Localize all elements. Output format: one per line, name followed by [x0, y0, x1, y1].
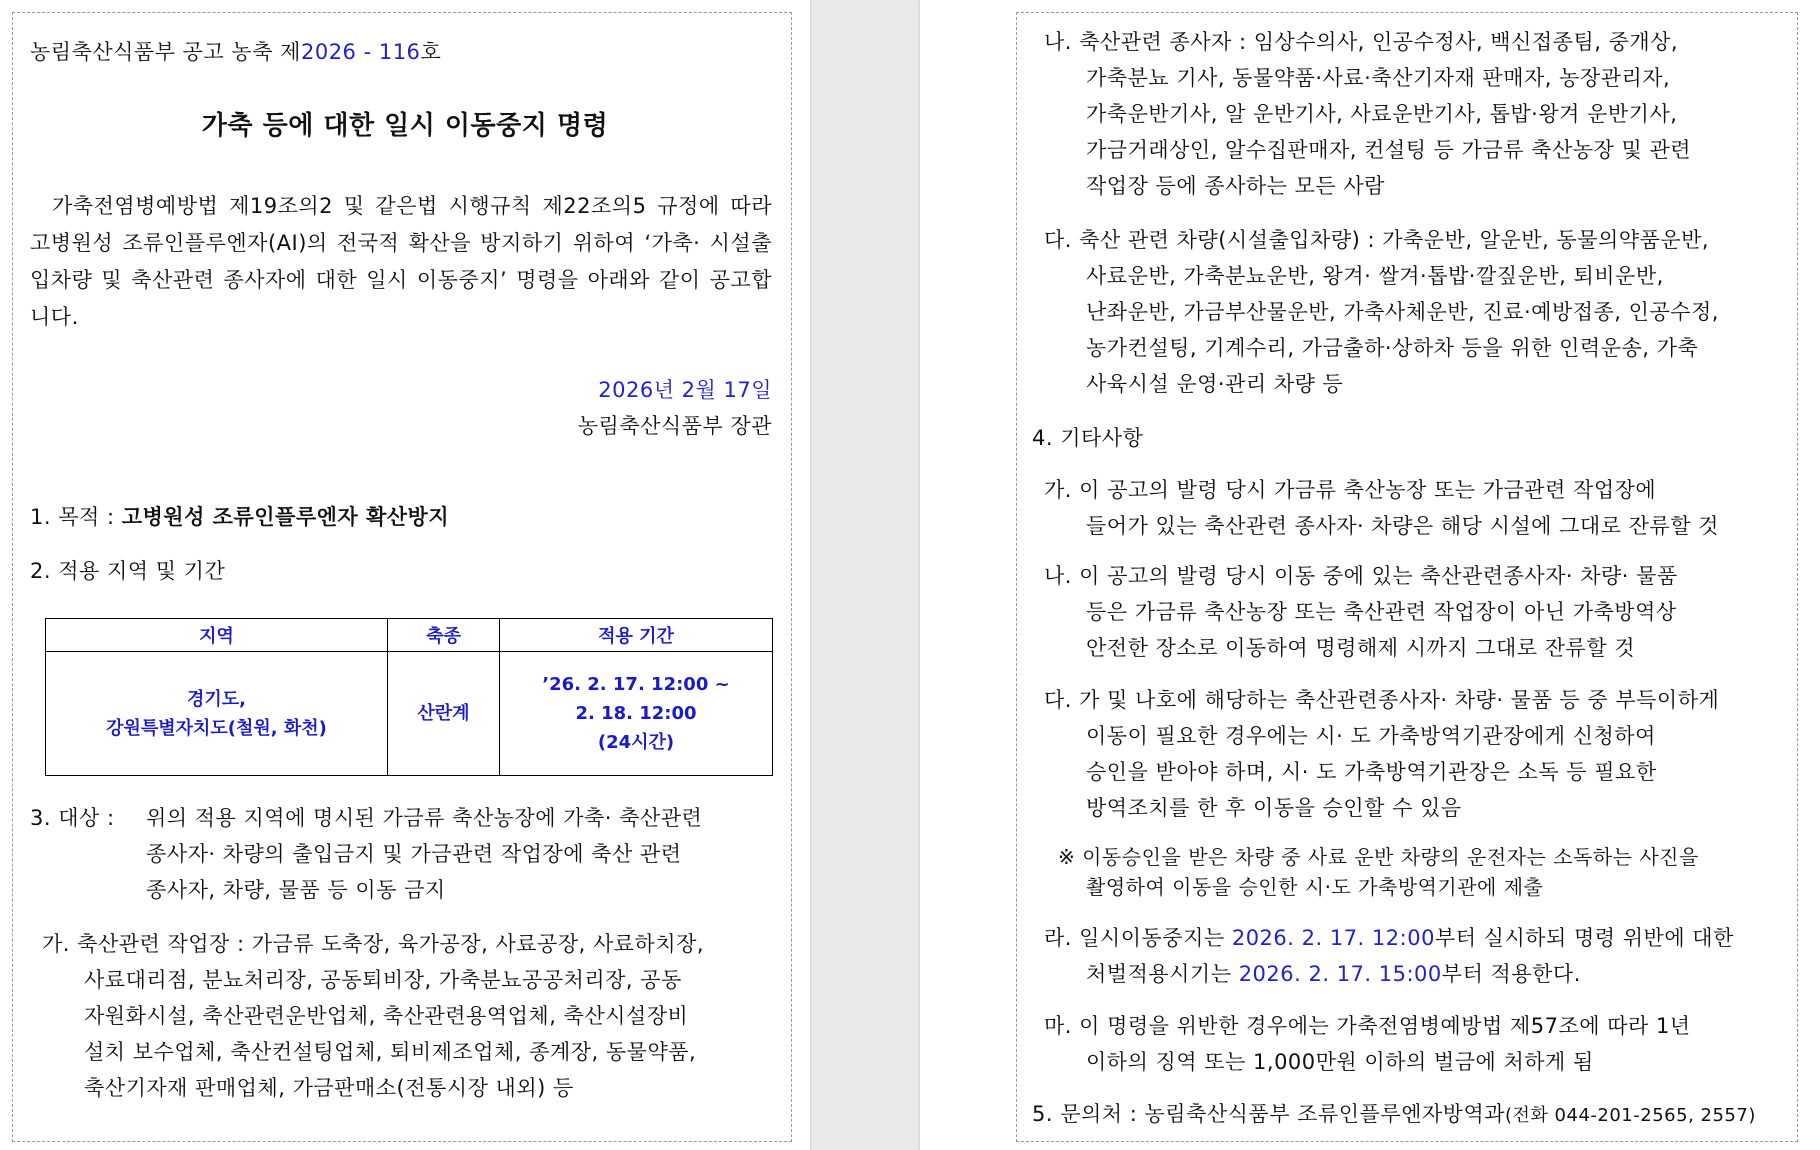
ra-text-c: 부터 실시하되 명령 위반에 대한: [1434, 926, 1734, 950]
item-3-na-line: 가금거래상인, 알수집판매자, 컨설팅 등 가금류 축산농장 및 관련: [1086, 138, 1692, 162]
table-row: [46, 652, 773, 776]
item-3-line: 종사자· 차량의 출입금지 및 가금관련 작업장에 축산 관련: [146, 842, 682, 866]
item-3-ga-line: 축산기자재 판매업체, 가금판매소(전통시장 내외) 등: [84, 1076, 574, 1100]
item-3-da-line: 농가컨설팅, 기계수리, 가금출하·상하차 등을 위한 인력운송, 가축: [1086, 336, 1699, 360]
page-2: [920, 0, 1820, 1150]
notice-number-suffix: 호: [420, 40, 442, 64]
contact-phone: (전화 044-201-2565, 2557): [1505, 1105, 1756, 1126]
ra2-text-c: 부터 적용한다.: [1441, 962, 1581, 986]
item-4-na-line: 등은 가금류 축산농장 또는 축산관련 작업장이 아닌 가축방역상: [1086, 600, 1677, 624]
item-2-heading: 2. 적용 지역 및 기간: [30, 559, 226, 583]
notice-number-value: 2026 - 116: [300, 40, 421, 64]
item-1-purpose: [30, 499, 449, 535]
item-3-da-line: 다. 축산 관련 차량(시설출입차량) : 가축운반, 알운반, 동물의약품운반,: [1044, 228, 1710, 252]
notice-number-prefix: 농림축산식품부 공고 농축 제: [30, 40, 301, 64]
page-1: [0, 0, 810, 1150]
table-cell-species: 산란계: [388, 652, 500, 776]
table-cell-region: [46, 652, 388, 776]
item-3-da-line: 난좌운반, 가금부산물운반, 가축사체운반, 진료·예방접종, 인공수정,: [1086, 300, 1719, 324]
table-cell-period: [500, 652, 773, 776]
item-4-da-line: 승인을 받아야 하며, 시· 도 가축방역기관장은 소독 등 필요한: [1086, 760, 1657, 784]
item-3-da-line: 사료운반, 가축분뇨운반, 왕겨· 쌀겨·톱밥·깔짚운반, 퇴비운반,: [1086, 264, 1664, 288]
penalty-start-time: 2026. 2. 17. 15:00: [1238, 962, 1442, 986]
table-header-row: [46, 619, 773, 652]
item-3-na-line: 나. 축산관련 종사자 : 임상수의사, 인공수정사, 백신접종팀, 중개상,: [1044, 30, 1679, 54]
item-1-value: 고병원성 조류인플루엔자 확산방지: [121, 505, 450, 529]
approval-note-line: ※ 이동승인을 받은 차량 중 사료 운반 차량의 운전자는 소독하는 사진을: [1058, 845, 1699, 869]
suspension-start-time: 2026. 2. 17. 12:00: [1231, 926, 1435, 950]
ra2-text-a: 처벌적용시기는: [1086, 962, 1239, 986]
item-3-line: 종사자, 차량, 물품 등 이동 금지: [146, 878, 446, 902]
notice-date: 2026년 2월 17일: [598, 378, 772, 402]
table-header-period: 적용 기간: [500, 619, 773, 652]
table-header-region: 지역: [46, 619, 388, 652]
item-4-ga-line: 들어가 있는 축산관련 종사자· 차량은 해당 시설에 그대로 잔류할 것: [1086, 514, 1719, 538]
item-3-na-line: 작업장 등에 종사하는 모든 사람: [1086, 174, 1385, 198]
notice-number: [30, 34, 441, 70]
table-header-species: 축종: [388, 619, 500, 652]
item-5-contact: [1032, 1096, 1756, 1134]
item-3-label: 3. 대상 :: [30, 806, 115, 830]
ra-text-a: 라. 일시이동중지는: [1044, 926, 1232, 950]
item-4-ra-line: [1044, 920, 1734, 956]
region-line-2: 강원특별자치도(철원, 화천): [106, 717, 327, 739]
item-4-na-line: 나. 이 공고의 발령 당시 이동 중에 있는 축산관련종사자· 차량· 물품: [1044, 564, 1678, 588]
item-3-ga-line: 자원화시설, 축산관련운반업체, 축산관련용역업체, 축산시설장비: [84, 1004, 689, 1028]
period-line-3: (24시간): [597, 732, 675, 753]
period-line-1: ’26. 2. 17. 12:00 ~: [542, 674, 730, 695]
region-line-1: 경기도,: [186, 688, 246, 710]
document-title: 가축 등에 대한 일시 이동중지 명령: [201, 111, 609, 141]
issuer: 농림축산식품부 장관: [577, 414, 772, 438]
item-4-da-line: 다. 가 및 나호에 해당하는 축산관련종사자· 차량· 물품 등 중 부득이하게: [1044, 688, 1720, 712]
item-4-na-line: 안전한 장소로 이동하여 명령해제 시까지 그대로 잔류할 것: [1086, 636, 1636, 660]
item-1-label: 1. 목적 :: [30, 505, 122, 529]
preamble-paragraph: 가축전염병예방법 제19조의2 및 같은법 시행규칙 제22조의5 규정에 따라 고병원성 조류인플루엔자(AI)의 전국적 확산을 방지하기 위하여 ‘가축· 시설출입차량 및 축산관련 종사자에 대한 일시 이동중지’ 명령을 아래와 같이 공고합니다.: [30, 194, 772, 329]
contact-dept: 5. 문의처 : 농림축산식품부 조류인플루엔자방역과: [1032, 1102, 1506, 1126]
item-3-ga-line: 설치 보수업체, 축산컨설팅업체, 퇴비제조업체, 종계장, 동물약품,: [84, 1040, 697, 1064]
period-line-2: 2. 18. 12:00: [575, 703, 697, 724]
item-4-ma-line: 이하의 징역 또는 1,000만원 이하의 벌금에 처하게 됨: [1086, 1050, 1594, 1074]
item-4-ga-line: 가. 이 공고의 발령 당시 가금류 축산농장 또는 가금관련 작업장에: [1044, 478, 1657, 502]
region-period-table: [45, 618, 773, 776]
item-4-da-line: 이동이 필요한 경우에는 시· 도 가축방역기관장에게 신청하여: [1086, 724, 1656, 748]
item-3-ga-line: 사료대리점, 분뇨처리장, 공동퇴비장, 가축분뇨공공처리장, 공동: [84, 968, 682, 992]
item-4-ra-line: [1086, 956, 1581, 992]
item-4-ma-line: 마. 이 명령을 위반한 경우에는 가축전염병예방법 제57조에 따라 1년: [1044, 1014, 1691, 1038]
item-3-na-line: 가축운반기사, 알 운반기사, 사료운반기사, 톱밥·왕겨 운반기사,: [1086, 102, 1678, 126]
item-4-da-line: 방역조치를 한 후 이동을 승인할 수 있음: [1086, 796, 1462, 820]
item-3-da-line: 사육시설 운영·관리 차량 등: [1086, 372, 1344, 396]
item-3-line: 위의 적용 지역에 명시된 가금류 축산농장에 가축· 축산관련: [146, 806, 703, 830]
item-4-heading: 4. 기타사항: [1032, 426, 1144, 450]
item-3-na-line: 가축분뇨 기사, 동물약품·사료·축산기자재 판매자, 농장관리자,: [1086, 66, 1671, 90]
approval-note-line: 촬영하여 이동을 승인한 시·도 가축방역기관에 제출: [1086, 875, 1544, 899]
item-3-ga-line: 가. 축산관련 작업장 : 가금류 도축장, 육가공장, 사료공장, 사료하치장,: [42, 932, 705, 956]
